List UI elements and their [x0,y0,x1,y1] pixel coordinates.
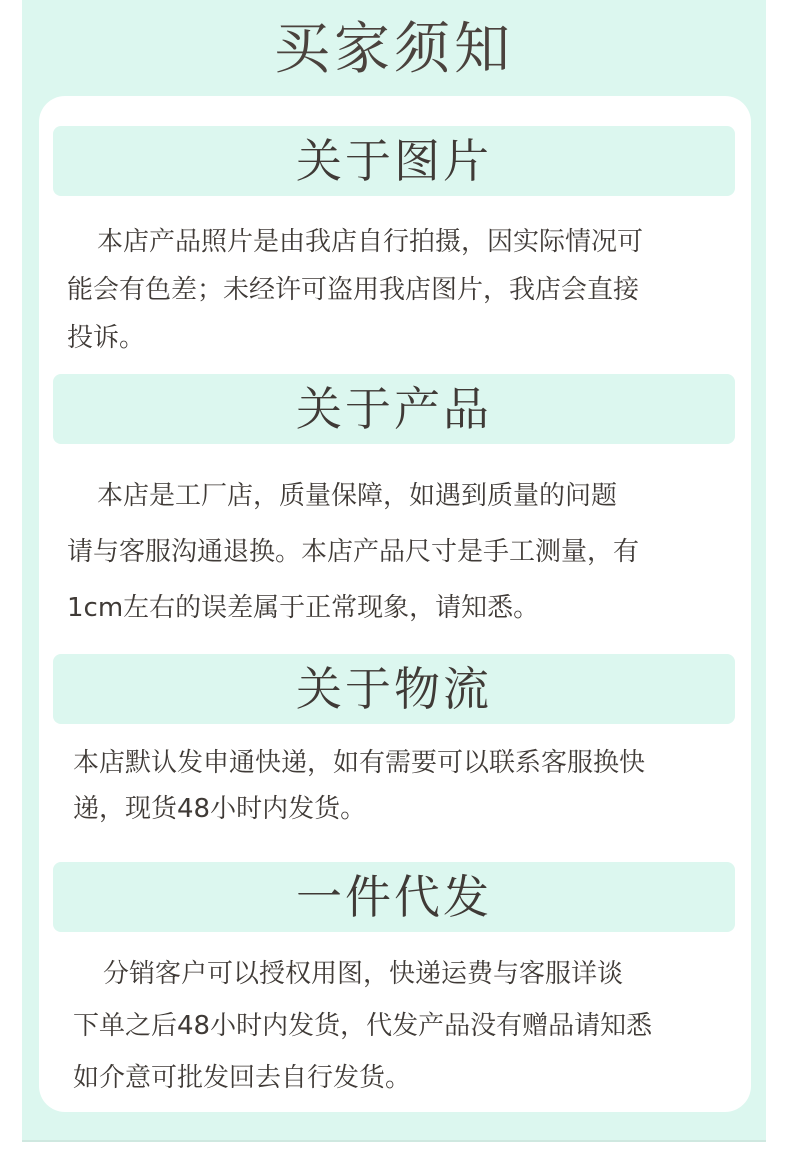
notice-card [39,96,751,1112]
text-line: 能会有色差；未经许可盗用我店图片，我店会直接 [67,275,640,305]
page-title: 买家须知 [274,17,514,82]
text-line: 下单之后48小时内发货，代发产品没有赠品请知悉 [73,1011,653,1041]
section-heading-products: 关于产品 [53,374,735,444]
section-body-dropship [73,948,741,1104]
text-line: 递，现货48小时内发货。 [73,794,367,824]
text-line: 如介意可批发回去自行发货。 [73,1063,412,1093]
text-line: 本店默认发申通快递，如有需要可以联系客服换快 [73,748,646,778]
section-heading-dropship: 一件代发 [53,862,735,932]
text-line: 请与客服沟通退换。本店产品尺寸是手工测量，有 [67,537,640,567]
text-line: 本店是工厂店，质量保障，如遇到质量的问题 [97,481,618,511]
notice-panel [22,0,766,1142]
text-line: 1cm左右的误差属于正常现象，请知悉。 [67,593,540,623]
text-line: 分销客户可以授权用图，快递运费与客服详谈 [103,959,624,989]
section-body-images [67,218,735,362]
text-line: 本店产品照片是由我店自行拍摄，因实际情况可 [97,227,644,257]
section-body-products [67,468,735,636]
section-body-logistics [73,740,741,832]
text-line: 投诉。 [67,323,146,353]
section-heading-images: 关于图片 [53,126,735,196]
section-heading-logistics: 关于物流 [53,654,735,724]
